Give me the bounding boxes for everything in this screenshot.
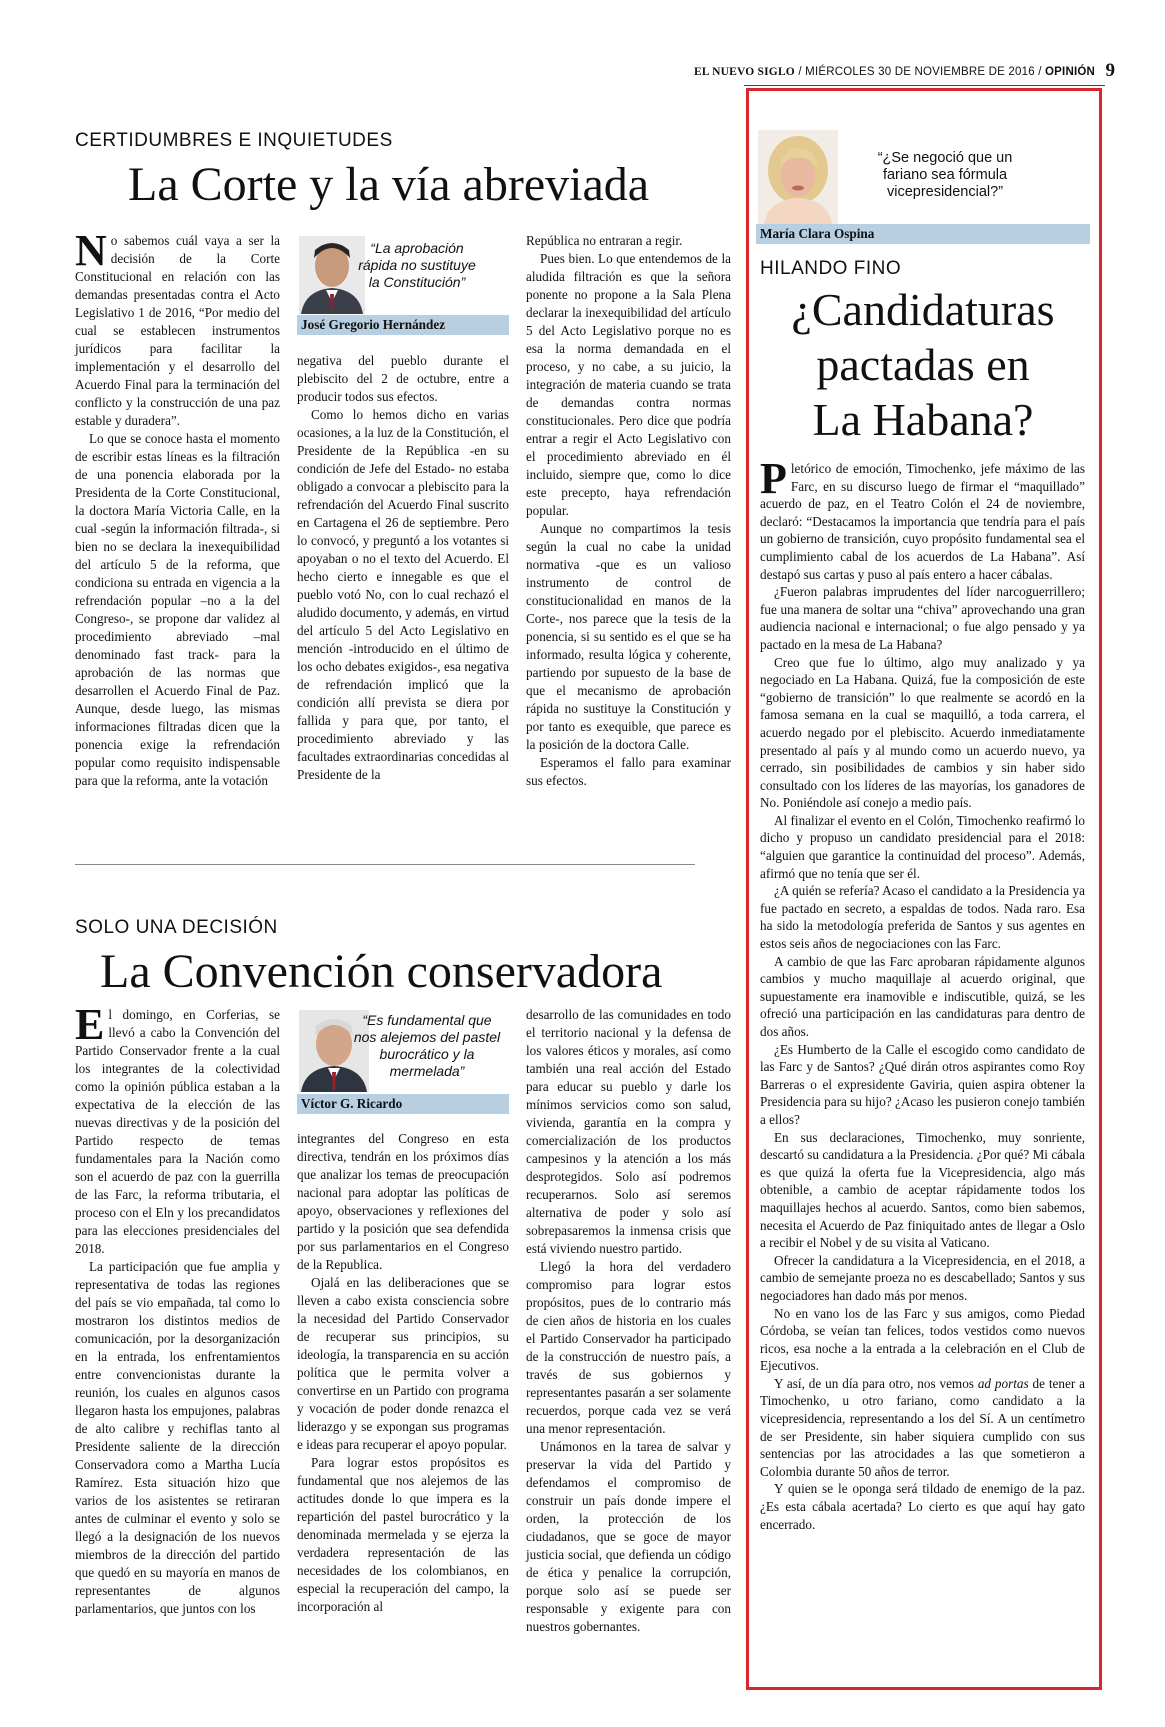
title-line: pactadas en <box>816 339 1030 390</box>
paragraph: República no entraran a regir. <box>526 233 683 248</box>
paragraph: Como lo hemos dicho en varias ocasiones, a la luz de la Constitución, el Presidente de la República -en su condición de Jefe del Estado- no estaba obligado a convocar a plebiscito para la refrendación del Acuerdo Final suscrito en Cartagena el 26 de septiembre. Pero lo convocó, y preguntó a los votantes si apoyaban o no el texto del Acuerdo. El hecho cierto e innegable es que el pueblo votó No, con lo cual rechazó el aludido documento, y además, en virtud del artículo 5 del Acto Legislativo en mención -introducido en el último de los ocho debates exigidos-, esa negativa de refrendación implicó que la condición allí prevista se diera por fallida y para que, por tanto, el procedimiento abreviado y las facultades extraordinarias concedidas al Presidente de la <box>297 407 509 782</box>
section-name: OPINIÓN <box>1045 66 1095 78</box>
article2-title: La Convención conservadora <box>100 945 663 998</box>
paragraph: Esperamos el fallo para examinar sus efectos. <box>526 755 731 788</box>
paragraph: o sabemos cuál vaya a ser la decisión de la Corte Constitucional en relación con las demandas presentadas contra el Acto Legislativo 1 de 2016, “Por medio del cual se establecen instrumentos jurídicos para facilitar la implementación y el desarrollo del Acuerdo Final para la terminación del conflicto y la construcción de una paz estable y duradera”. <box>75 233 280 428</box>
header-rule <box>744 85 1105 86</box>
article3-body <box>760 454 1086 1533</box>
article2-column-2 <box>297 1130 509 1616</box>
text-run: Y así, de un día para otro, nos vemos <box>774 1375 978 1391</box>
paragraph: Pues bien. Lo que entendemos de la aludida filtración es que la señora ponente no propone a la Sala Plena declarar la inexequibilidad del artículo 5 del Acto Legislativo porque no es esa la norma demandada en el proceso, y no cabe, a su juicio, la integración de materia cuando se trata de demandas contra normas constitucionales. Pero dice que podría entrar a regir el Acto Legislativo con el procedimiento abreviado en él incluido, siempre que, como lo dice este precepto, haya refrendación popular. <box>526 251 731 518</box>
text-run: de tener a Timochenko, u otro fariano, como candidato a la vicepresidencia, representando a los del Sí. A un centímetro de ser Presidente, sin haber siquiera cumplido con sus sentencias por las atrocidades a las que sometieron a Colombia durante 50 años de terror. <box>760 1375 1086 1479</box>
paragraph: ¿Fueron palabras imprudentes del líder narcoguerrillero; fue una manera de soltar una “chiva” aprovechando una gran audiencia nacional e internacional; o fue algo pensado y ya pactado en la mesa de La Habana? <box>760 584 1085 652</box>
paragraph: Al finalizar el evento en el Colón, Timochenko reafirmó lo dicho y propuso un candidato presidencial para el 2018: “alguien que garantice la continuidad del proceso”. Además, afirmó que no tenía que ser él. <box>760 812 1085 881</box>
paragraph: Aunque no compartimos la tesis según la cual no cabe la unidad normativa -que es un valioso instrumento de control de constitucionalidad en manos de la Corte-, nos parece que la tesis de la ponencia, si su sentido es el que se ha informado, resulta lógica y coherente, partiendo por supuesto de la base de que el mecanismo de aprobación rápida no sustituye la Constitución y por tanto es exequible, que parece es la posición de la doctora Calle. <box>526 521 731 752</box>
article2-author: Víctor G. Ricardo <box>297 1094 509 1114</box>
article1-kicker: CERTIDUMBRES E INQUIETUDES <box>75 130 393 151</box>
paragraph: Creo que fue lo último, algo muy analizado y ya negociado en La Habana. Quizá, fue la composición de este “gobierno de transición” lo que realmente se acordó en la famosa semana en la cual se maquilló, a toda carrera, el acuerdo negado por el plebiscito. Acuerdo inmediatamente presentado al país y al mundo como un acuerdo nuevo, ya cerrado, sin posibilidades de cambios y sin haber sido consultado con los líderes de las mayorías, los ganadores de No. Poniéndole así conejo a medio país. <box>760 654 1085 811</box>
masthead: EL NUEVO SIGLO / MIÉRCOLES 30 DE NOVIEMBRE DE 2016 / OPINIÓN <box>693 66 1095 78</box>
paragraph: Unámonos en la tarea de salvar y preservar la vida del Partido y defendamos el compromiso de construir un país donde impere el orden, la protección de los ciudadanos, que se goce de mayor justicia social, que defienda un código de ética y penalice la corrupción, porque solo así se puede ser responsable y exigente para con nuestros gobernantes. <box>526 1439 731 1634</box>
article1-column-2 <box>297 352 509 784</box>
paragraph: A cambio de que las Farc aprobaran rápidamente algunos cambios y mucho maquillaje al acuerdo original, que supuestamente era inamovible e indiscutible, quizá, se les ofreció una participación en las candidaturas para dentro de dos años. <box>760 953 1085 1039</box>
paragraph: ¿A quién se refería? Acaso el candidato a la Presidencia ya fue pactado en secreto, a espaldas de todos. Nada raro. Esa ha sido la metodología preferida de Santos y sus agentes en estos seis años de negociaciones con las Farc. <box>760 883 1085 952</box>
article3-pull-quote: “¿Se negoció que un fariano sea fórmula vicepresidencial?” <box>877 150 1013 200</box>
paragraph: Ojalá en las deliberaciones que se lleven a cabo exista consciencia sobre la necesidad del Partido Conservador de recuperar sus principios, su ideología, la transparencia en su acción política que le permita volver a convertirse en un Partido con programa y vocación de poder donde renazca el liderazgo y se expongan sus programas e ideas para recuperar el apoyo popular. <box>297 1275 509 1452</box>
article1-author: José Gregorio Hernández <box>297 315 509 335</box>
article3-kicker: HILANDO FINO <box>760 258 902 279</box>
article1-title: La Corte y la vía abreviada <box>128 158 650 211</box>
dropcap: N <box>75 226 107 275</box>
paragraph: No en vano los de las Farc y sus amigos, como Piedad Córdoba, se veían tan felices, todos vestidos como nuevos ricos, esa noche a la entrada a la celebración en el Club de Ejecutivos. <box>760 1305 1085 1374</box>
article2-pull-quote: “Es fundamental que nos alejemos del pastel burocrático y la mermelada” <box>353 1012 501 1079</box>
paragraph: negativa del pueblo durante el plebiscito del 2 de octubre, entre a producir todos sus efectos. <box>297 353 509 404</box>
article3-title <box>756 282 1090 447</box>
author-photo <box>758 130 838 224</box>
article2-kicker: SOLO UNA DECISIÓN <box>75 917 278 938</box>
section-divider <box>75 864 695 865</box>
dropcap: P <box>760 454 787 503</box>
paragraph: Y quien se le oponga será tildado de enemigo de la paz. ¿Es esta cábala acertada? Lo cierto es que aquí hay gato encerrado. <box>760 1481 1085 1532</box>
paragraph: integrantes del Congreso en esta directiva, tendrán en los próximos días que analizar los temas de preocupación nacional para adoptar las políticas de apoyo, observaciones y reflexiones del partido y la posición que sea defendida por sus parlamentarios en el Congreso de la Republica. <box>297 1131 509 1272</box>
paragraph: Lo que se conoce hasta el momento de escribir estas líneas es la filtración de una ponencia elaborada por la Presidenta de la Corte Constitucional, la doctora María Victoria Calle, en la cual -según la información filtrada-, si bien no se declara la inexequibilidad del artículo 5 de la reforma, que condiciona su entrada en vigencia a la refrendación popular –no a la del Congreso-, se propone dar validez al procedimiento abreviado –mal denominado fast track- para la aprobación de las normas que desarrollen el Acuerdo Final de Paz. Aunque, desde luego, las mismas informaciones filtradas dicen que la ponencia exige la refrendación popular como requisito indispensable para que la reforma, ante la votación <box>75 431 280 788</box>
newspaper-name: EL NUEVO SIGLO <box>693 66 795 78</box>
paragraph: desarrollo de las comunidades en todo el territorio nacional y la defensa de los valores éticos y morales, así como también una real acción del Estado para educar su pueblo y darle los mínimos servicios como son salud, vivienda, garantía en la compra y comercialización de los productos campesinos y la atención a los más desprotegidos. Solo así podremos recuperarnos. Solo así seremos alternativa de poder y solo así sobrepasaremos la inmensa crisis que está viviendo nuestro partido. <box>526 1007 731 1256</box>
paragraph: En sus declaraciones, Timochenko, muy sonriente, descartó su candidatura a la Presidencia. ¿Por qué? Mi cábala es que quizá la oferta fue la Vicepresidencia, algo más obtenible, a cambio de aceptar rápidamente todos los maquillajes hechos al acuerdo. Santos, como bien sabemos, necesita el Acuerdo de Paz finiquitado antes de llegar a Oslo a recibir el Nobel y de su visita al Vaticano. <box>760 1129 1085 1251</box>
paragraph: letórico de emoción, Timochenko, jefe máximo de las Farc, en su discurso luego de firmar el “maquillado” acuerdo de paz, en el Teatro Colón el 24 de noviembre, declaró: “Destacamos la importancia que tendría para el país un gobierno de transición, cuyo propósito fundamental sea el cumplimiento cabal de los acuerdos de La Habana”. Así destapó sus cartas y puso al país entero a hacer cábalas. <box>760 461 1085 582</box>
article1-pull-quote: “La aprobación rápida no sustituye la Constitución” <box>358 240 476 290</box>
title-line: ¿Candidaturas <box>791 284 1055 335</box>
paragraph: Ofrecer la candidatura a la Vicepresidencia, en el 2018, a cambio de semejante proeza no es descabellado; Santos y sus negociadores han dado más por menos. <box>760 1252 1085 1303</box>
italic-term: ad portas <box>977 1375 1029 1391</box>
paragraph: Llegó la hora del verdadero compromiso para lograr estos propósitos, pues de lo contrario más de cien años de historia en los cuales el Partido Conservador ha participado de la construcción de nuestro país, a través de sus gobiernos y representantes pasarán a ser solamente recuerdos, porque cada vez se verá una menor representación. <box>526 1259 731 1436</box>
dropcap: E <box>75 1000 105 1049</box>
title-line: La Habana? <box>812 394 1034 445</box>
article2-column-1 <box>75 1000 280 1618</box>
issue-date: MIÉRCOLES 30 DE NOVIEMBRE DE 2016 <box>805 66 1035 78</box>
paragraph: ¿Es Humberto de la Calle el escogido como candidato de las Farc y de Santos? ¿Qué dirán otros aspirantes como Roy Barreras o el expresidente Gaviria, quien aspira obtener la Presidencia para su hijo? ¿Acaso les pusieron conejo también a ellos? <box>760 1041 1085 1127</box>
paragraph <box>760 1375 1085 1481</box>
paragraph: l domingo, en Corferias, se llevó a cabo la Convención del Partido Conservador frente a la cual los integrantes de la colectividad como la opinión pública estaban a la expectativa de la elección de las nuevas directivas y de la posición del Partido respecto de temas fundamentales para la Nación como son el acuerdo de paz con la guerrilla de las Farc, la reforma tributaria, el proceso con el Eln y los precandidatos para las elecciones presidenciales del 2018. <box>75 1007 280 1256</box>
paragraph: La participación que fue amplia y representativa de todas las regiones del país se vio empañada, tal como lo mostraron los distintos medios de comunicación, por la desorganización en la entrada, los enfrentamientos entre convencionistas durante la reunión, los cuales en algunos casos llegaron hasta los empujones, palabras de alto calibre y rechiflas tanto al Presidente saliente de la dirección Conservadora como a Martha Lucía Ramírez. Esta situación hizo que varios de los asistentes se retiraran antes de culminar el evento y solo se llegó a la designación de los nuevos miembros de la dirección del partido que quedó en su mayoría en manos de representantes de algunos parlamentarios, que juntos con los <box>75 1259 280 1616</box>
article1-column-3 <box>526 232 731 790</box>
paragraph: Para lograr estos propósitos es fundamental que nos alejemos de las actitudes donde lo que impera es la repartición del pastel burocrático y la denominada mermelada y se ejerza la verdadera representación de las necesidades de los colombianos, en especial la recuperación del campo, la incorporación al <box>297 1455 509 1614</box>
article1-column-1 <box>75 226 280 790</box>
page-number: 9 <box>1105 60 1115 81</box>
article2-column-3 <box>526 1006 731 1636</box>
article3-author: María Clara Ospina <box>756 224 1090 244</box>
